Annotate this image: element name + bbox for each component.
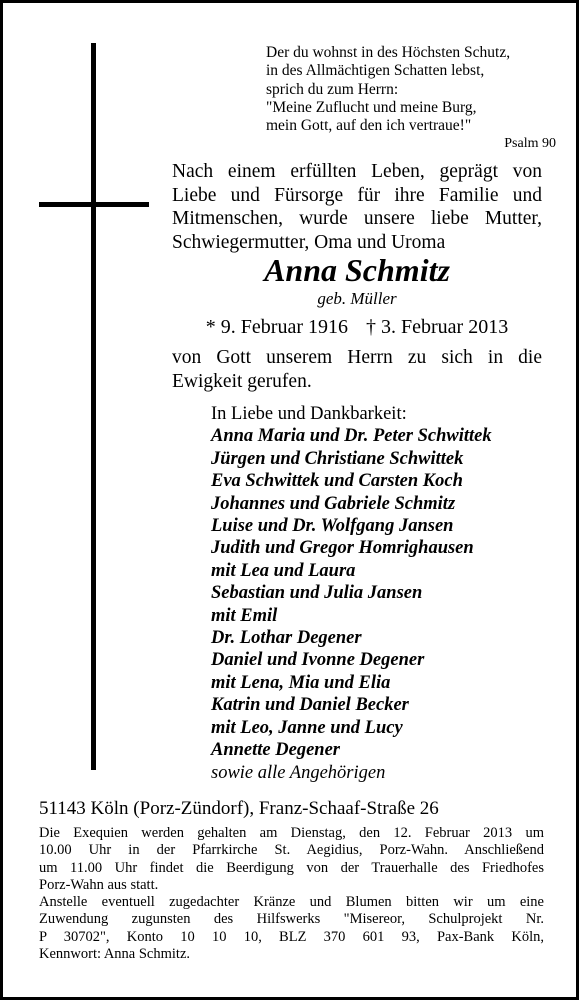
mourners-heading: In Liebe und Dankbarkeit:	[211, 404, 407, 424]
info-line: Anstelle eventuell zugedachter Kränze und Blumen bitten wir um eine	[39, 894, 544, 911]
psalm-quote	[266, 44, 556, 135]
info-line: 10.00 Uhr in der Pfarrkirche St. Aegidius, Porz-Wahn. Anschließend	[39, 842, 544, 859]
family-address: 51143 Köln (Porz-Zündorf), Franz-Schaaf-Straße 26	[39, 798, 439, 819]
cross-icon-vertical-bar	[91, 43, 96, 770]
info-line: P 30702", Konto 10 10 10, BLZ 370 601 93, Pax-Bank Köln,	[39, 928, 544, 945]
mourner-name: Dr. Lothar Degener	[211, 628, 362, 649]
info-line: Kennwort: Anna Schmitz.	[39, 946, 191, 963]
mourner-name: mit Lea und Laura	[211, 560, 356, 581]
psalm-line: sprich du zum Herrn:	[266, 80, 399, 98]
psalm-line: Der du wohnst in des Höchsten Schutz,	[266, 44, 511, 61]
life-dates	[172, 315, 542, 339]
info-line: Porz-Wahn aus statt.	[39, 876, 159, 893]
calling-line: Ewigkeit gerufen.	[172, 371, 312, 392]
mourner-name: Eva Schwittek und Carsten Koch	[211, 471, 463, 492]
mourner-name: Anna Maria und Dr. Peter Schwittek	[211, 426, 492, 447]
mourner-name: Judith und Gregor Homrighausen	[211, 538, 474, 559]
death-date: † 3. Februar 2013	[366, 316, 509, 338]
mourner-name: Johannes und Gabriele Schmitz	[211, 493, 456, 514]
psalm-reference: Psalm 90	[504, 136, 556, 151]
intro-line: Liebe und Fürsorge für ihre Familie und	[172, 184, 542, 206]
mourner-name: mit Leo, Janne und Lucy	[211, 717, 403, 738]
intro-line: Schwiegermutter, Oma und Uroma	[172, 231, 446, 253]
intro-line: Nach einem erfüllten Leben, geprägt von	[172, 161, 542, 182]
info-line: Zuwendung zugunsten des Hilfswerks "Misereor, Schulprojekt Nr.	[39, 911, 544, 928]
cross-icon-horizontal-bar	[39, 202, 149, 207]
mourner-name: mit Lena, Mia und Elia	[211, 672, 391, 693]
mourner-name: Luise und Dr. Wolfgang Jansen	[211, 516, 454, 537]
birth-date: * 9. Februar 1916	[205, 316, 348, 338]
mourner-name: Katrin und Daniel Becker	[211, 695, 409, 716]
intro-paragraph	[172, 160, 542, 254]
intro-line: Mitmenschen, wurde unsere liebe Mutter,	[172, 208, 542, 229]
mourners-closing: sowie alle Angehörigen	[211, 762, 386, 783]
funeral-info	[39, 825, 544, 963]
mourners-list	[211, 403, 551, 784]
mourner-name: Annette Degener	[211, 740, 340, 761]
info-line: um 11.00 Uhr findet die Beerdigung von der Trauerhalle des Friedhofes	[39, 859, 544, 876]
calling-line: von Gott unserem Herrn zu sich in die	[172, 347, 542, 368]
psalm-line: mein Gott, auf den ich vertraue!"	[266, 117, 472, 135]
info-line: Die Exequien werden gehalten am Dienstag, den 12. Februar 2013 um	[39, 825, 544, 841]
mourner-name: Daniel und Ivonne Degener	[211, 650, 425, 671]
mourner-name: Sebastian und Julia Jansen	[211, 583, 423, 604]
birth-name: geb. Müller	[317, 289, 397, 308]
psalm-line: in des Allmächtigen Schatten lebst,	[266, 62, 485, 80]
calling-paragraph	[172, 346, 542, 394]
mourner-name: mit Emil	[211, 605, 278, 626]
mourner-name: Jürgen und Christiane Schwittek	[211, 448, 464, 469]
deceased-name: Anna Schmitz	[264, 252, 450, 288]
psalm-line: "Meine Zuflucht und meine Burg,	[266, 98, 477, 116]
